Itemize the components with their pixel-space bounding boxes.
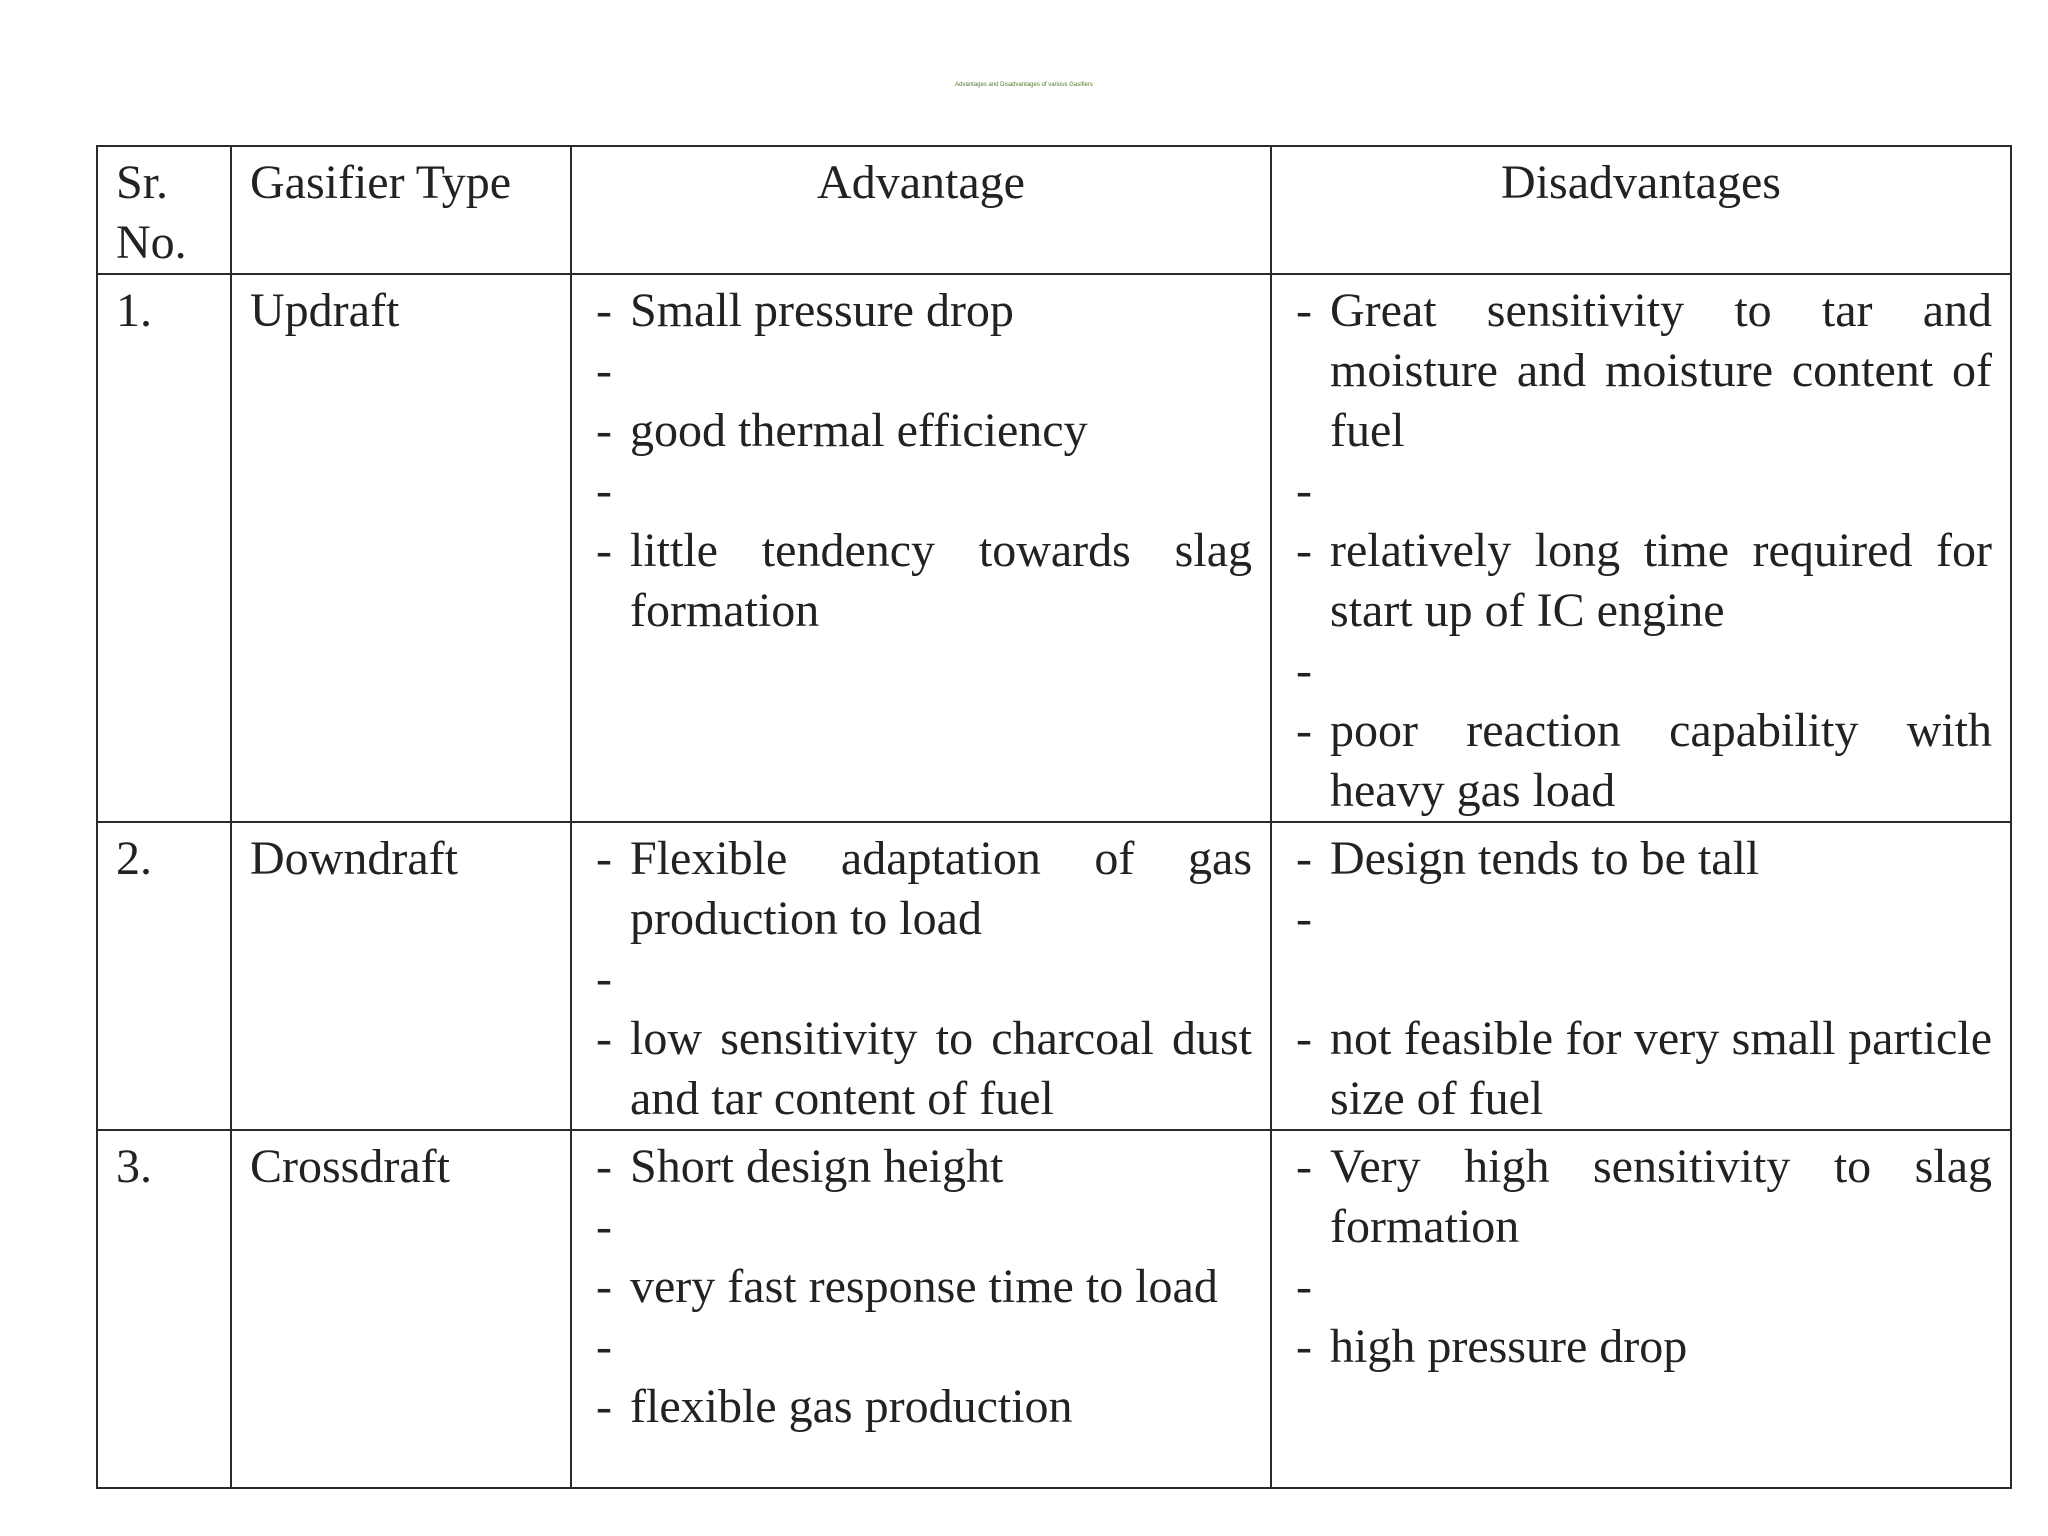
header-disadvantages: Disadvantages [1271,146,2011,274]
disadvantage-item: - high pressure drop [1290,1317,1992,1377]
cell-disadvantages [1271,1130,2011,1488]
cell-sr: 3. [97,1130,231,1488]
disadvantage-item: - poor reaction capability with heavy gas load [1290,701,1992,821]
spacer [590,1317,1252,1377]
disadvantage-item: - Design tends to be tall [1290,829,1992,889]
disadvantage-item: - not feasible for very small particle size of fuel [1290,1009,1992,1129]
table-row [97,274,2011,822]
header-advantage: Advantage [571,146,1271,274]
advantage-item: - Flexible adaptation of gas production to load [590,829,1252,949]
cell-sr: 2. [97,822,231,1130]
table-row [97,1130,2011,1488]
cell-advantages [571,274,1271,822]
table-row [97,822,2011,1130]
spacer [1290,1257,1992,1317]
disadvantage-item: - relatively long time required for start up of IC engine [1290,521,1992,641]
cell-gasifier-type: Crossdraft [231,1130,571,1488]
slide-title: Advantages and Disadvantages of various Gasifiers [955,82,1093,88]
cell-disadvantages [1271,822,2011,1130]
spacer [1290,889,1992,1009]
header-sr-no: Sr. No. [97,146,231,274]
cell-gasifier-type: Downdraft [231,822,571,1130]
spacer [1290,461,1992,521]
cell-disadvantages [1271,274,2011,822]
cell-advantages [571,822,1271,1130]
table-header-row [97,146,2011,274]
cell-advantages [571,1130,1271,1488]
gasifier-table-container [96,145,2010,1489]
spacer [1290,641,1992,701]
gasifier-comparison-table [96,145,2012,1489]
advantage-item: - flexible gas production [590,1377,1252,1437]
spacer [590,1197,1252,1257]
advantage-item: - very fast response time to load [590,1257,1252,1317]
advantage-item: - little tendency towards slag formation [590,521,1252,641]
cell-gasifier-type: Updraft [231,274,571,822]
spacer [590,461,1252,521]
advantage-item: - Small pressure drop [590,281,1252,341]
spacer [590,341,1252,401]
spacer [590,949,1252,1009]
advantage-item: - low sensitivity to charcoal dust and tar content of fuel [590,1009,1252,1129]
advantage-item: - good thermal efficiency [590,401,1252,461]
cell-sr: 1. [97,274,231,822]
advantage-item: - Short design height [590,1137,1252,1197]
disadvantage-item: - Great sensitivity to tar and moisture and moisture content of fuel [1290,281,1992,461]
disadvantage-item: - Very high sensitivity to slag formation [1290,1137,1992,1257]
header-gasifier-type: Gasifier Type [231,146,571,274]
